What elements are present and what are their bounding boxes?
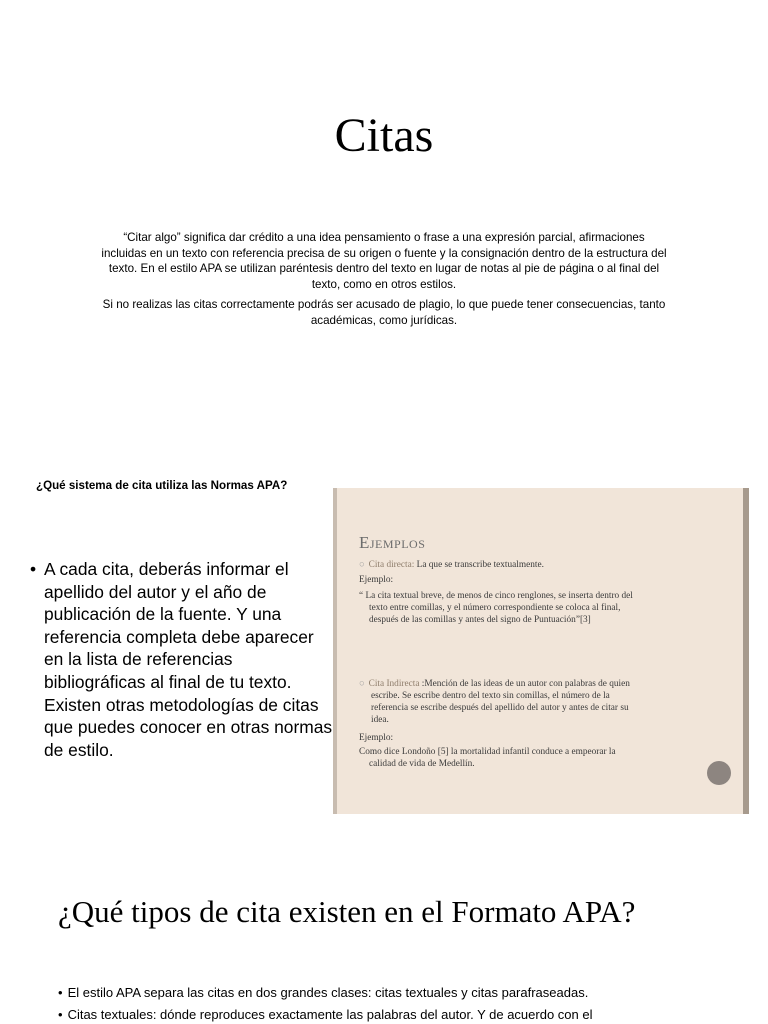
slide-title: ¿Qué tipos de cita existen en el Formato APA? [58,894,636,929]
plagiarism-paragraph: Si no realizas las citas correctamente podrás ser acusado de plagio, lo que puede tener consecuencias, tanto académicas, como jurídicas. [102,298,666,327]
indirect-desc-line: referencia se escribe después del apellido del autor y antes de citar su [371,703,629,713]
bullet-text: Citas textuales: dónde reproduces exactamente las palabras del autor. Y de acuerdo con el [67,1007,593,1022]
circle-bullet-icon: ○ [359,560,365,570]
direct-quote-line [359,560,544,572]
circle-bullet-icon: ○ [359,679,365,689]
indirect-example-line: calidad de vida de Medellín. [369,759,475,769]
bullet-dot-icon: • [58,985,63,1000]
examples-image-panel [333,488,749,814]
bullet-text: A cada cita, deberás informar el apellido del autor y el año de publicación de la fuente. Y una referencia completa debe aparecer en la lista de referencias bibliográficas al final de tu texto. Existen otras metodologías de citas que puedes conocer en otras normas de estilo. [44,559,333,760]
direct-example-line: después de las comillas y antes del signo de Puntuación”[3] [369,615,591,625]
bullet-item [58,984,758,1001]
slide-title: Citas [334,109,434,162]
indirect-example-line: Como dice Londoño [5] la mortalidad infantil conduce a empeorar la [359,747,616,757]
indirect-quote-line [359,679,630,691]
bullet-item [30,558,334,761]
indirect-quote-desc: :Mención de las ideas de un autor con palabras de quien [419,679,630,689]
direct-example-line: “ La cita textual breve, de menos de cinco renglones, se inserta dentro del [359,591,633,601]
direct-quote-label: Cita directa: [368,560,415,570]
question-heading: ¿Qué sistema de cita utiliza las Normas APA? [36,479,288,492]
direct-quote-desc: La que se transcribe textualmente. [414,560,544,570]
definition-paragraph: “Citar algo” significa dar crédito a una idea pensamiento o frase a una expresión parcial, afirmaciones incluidas en un texto con referencia precisa de su origen o fuente y la consignación dentro de la estructura del texto. En el estilo APA se utilizan paréntesis dentro del texto en lugar de notas al pie de página o al final del texto, como en otros estilos. [101,231,667,291]
decorative-circle-icon [707,761,731,785]
examples-title: Ejemplos [359,533,426,552]
bullet-text: El estilo APA separa las citas en dos grandes clases: citas textuales y citas parafraseadas. [67,985,589,1000]
example-label: Ejemplo: [359,575,394,585]
indirect-desc-line: idea. [371,715,389,725]
bullet-dot-icon: • [58,1007,63,1022]
slide-body [100,230,668,333]
direct-example-line: texto entre comillas, y el número correspondiente se coloca al final, [369,603,621,613]
bullet-dot-icon: • [30,559,37,579]
indirect-quote-label: Cita Indirecta [368,679,420,689]
bullet-item [58,1006,758,1023]
indirect-desc-line: escribe. Se escribe dentro del texto sin comillas, el número de la [371,691,610,701]
example-label: Ejemplo: [359,733,394,743]
